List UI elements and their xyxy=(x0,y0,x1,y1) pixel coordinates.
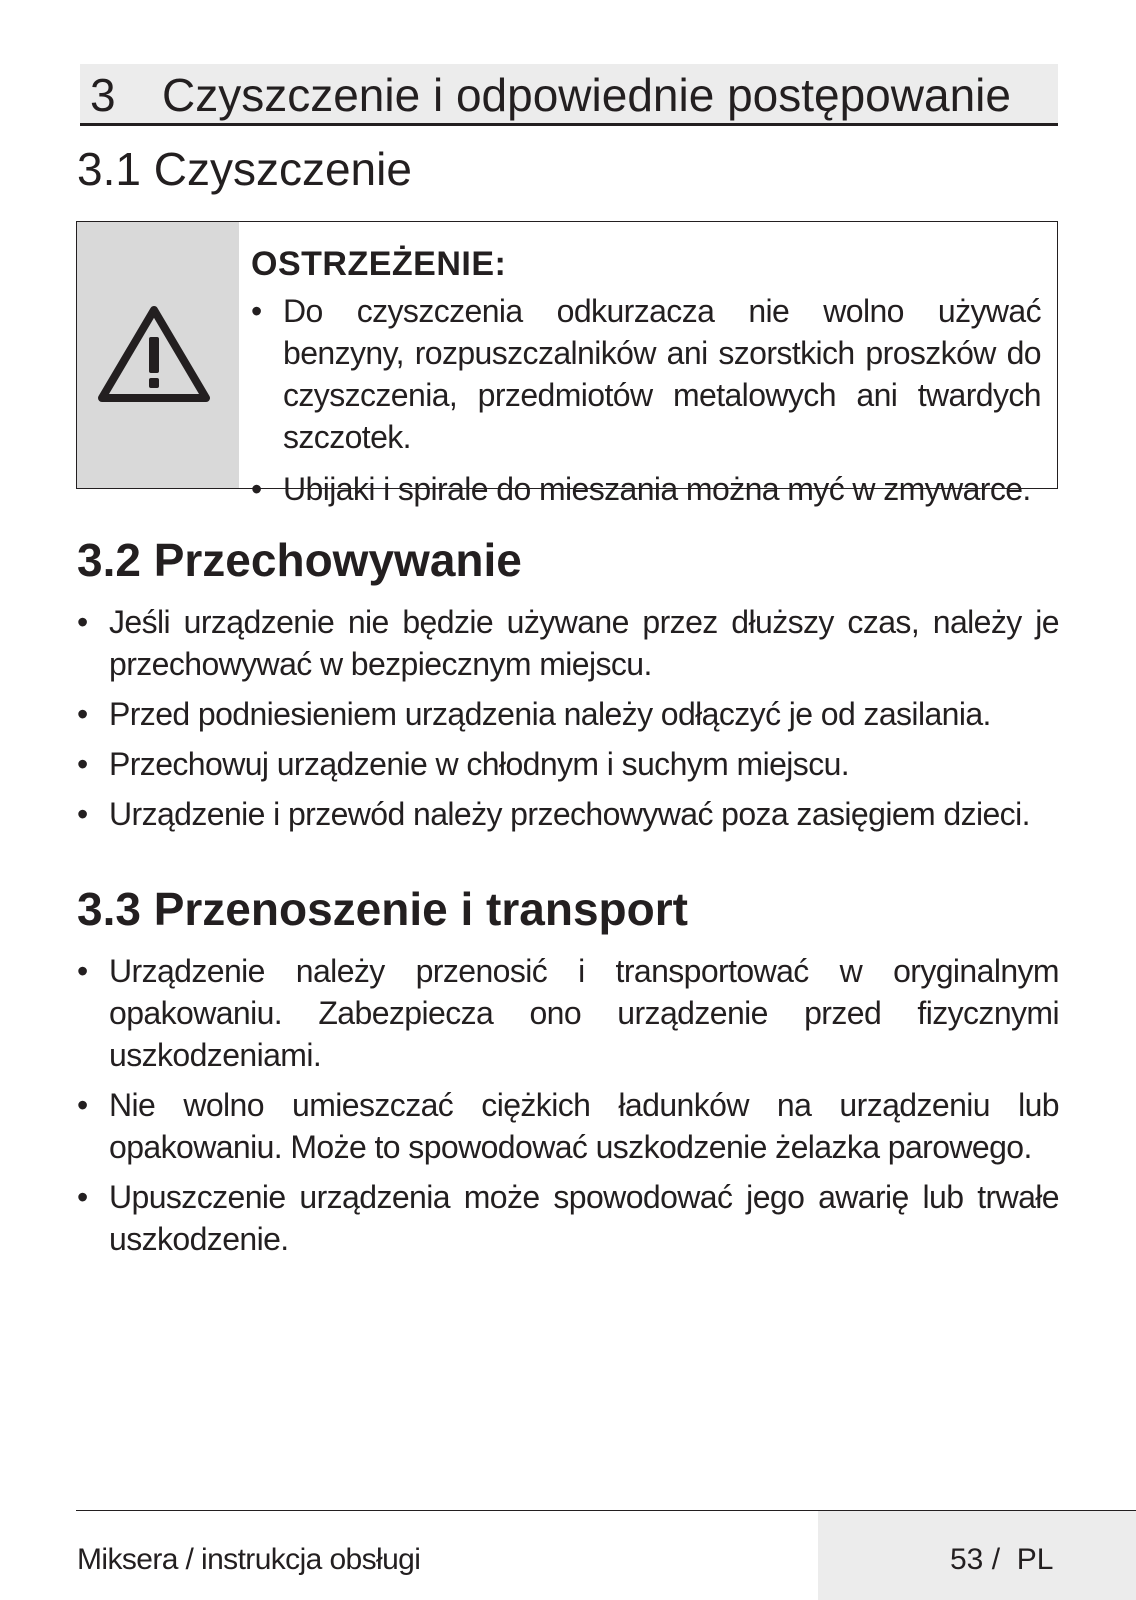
chapter-title: Czyszczenie i odpowiednie postępowanie xyxy=(162,69,1011,121)
warning-triangle-icon xyxy=(96,304,212,404)
list-item-text: Urządzenie należy przenosić i transportować w oryginalnym opakowaniu. Zabezpiecza ono urządzenie przed fizycznymi uszkodzeniami. xyxy=(109,953,1059,1073)
warning-sidebar xyxy=(77,222,239,488)
bullet-icon: • xyxy=(77,604,88,640)
bullet-icon: • xyxy=(77,953,88,989)
list-item-text: Jeśli urządzenie nie będzie używane przez dłuższy czas, należy je przechowywać w bezpiecznym miejscu. xyxy=(109,604,1059,682)
transport-list xyxy=(77,950,1059,1268)
list-item-text: Nie wolno umieszczać ciężkich ładunków na urządzeniu lub opakowaniu. Może to spowodować uszkodzenie żelazka parowego. xyxy=(109,1087,1059,1165)
section-heading-transport: 3.3 Przenoszenie i transport xyxy=(77,883,688,935)
list-item-text: Ubijaki i spirale do mieszania można myć w zmywarce. xyxy=(283,471,1031,507)
warning-title: OSTRZEŻENIE: xyxy=(251,245,507,283)
list-item xyxy=(77,693,1059,735)
chapter-number: 3 xyxy=(90,69,116,121)
list-item-text: Upuszczenie urządzenia może spowodować jego awarię lub trwałe uszkodzenie. xyxy=(109,1179,1059,1257)
list-item xyxy=(77,601,1059,685)
bullet-icon: • xyxy=(77,696,88,732)
list-item-text: Przed podniesieniem urządzenia należy odłączyć je od zasilania. xyxy=(109,696,991,732)
list-item-text: Przechowuj urządzenie w chłodnym i suchym miejscu. xyxy=(109,746,850,782)
list-item-text: Do czyszczenia odkurzacza nie wolno używać benzyny, rozpuszczalników ani szorstkich proszków do czyszczenia, przedmiotów metalowych ani twardych szczotek. xyxy=(283,293,1041,455)
bullet-icon: • xyxy=(251,293,262,329)
bullet-icon: • xyxy=(77,746,88,782)
warning-list xyxy=(251,290,1041,520)
list-item xyxy=(77,950,1059,1076)
bullet-icon: • xyxy=(77,1087,88,1123)
section-heading-cleaning: 3.1 Czyszczenie xyxy=(77,143,412,195)
list-item xyxy=(77,743,1059,785)
bullet-icon: • xyxy=(77,796,88,832)
footer-manual-title: Miksera / instrukcja obsługi xyxy=(77,1543,421,1576)
list-item xyxy=(77,793,1059,835)
page-number: 53 / PL xyxy=(950,1543,1054,1576)
storage-list xyxy=(77,601,1059,843)
section-heading-storage: 3.2 Przechowywanie xyxy=(77,534,522,586)
bullet-icon: • xyxy=(251,471,262,507)
list-item xyxy=(251,290,1041,458)
bullet-icon: • xyxy=(77,1179,88,1215)
list-item xyxy=(251,468,1041,510)
warning-box xyxy=(76,221,1058,507)
chapter-header xyxy=(80,64,1058,126)
list-item xyxy=(77,1084,1059,1168)
list-item xyxy=(77,1176,1059,1260)
list-item-text: Urządzenie i przewód należy przechowywać poza zasięgiem dzieci. xyxy=(109,796,1030,832)
